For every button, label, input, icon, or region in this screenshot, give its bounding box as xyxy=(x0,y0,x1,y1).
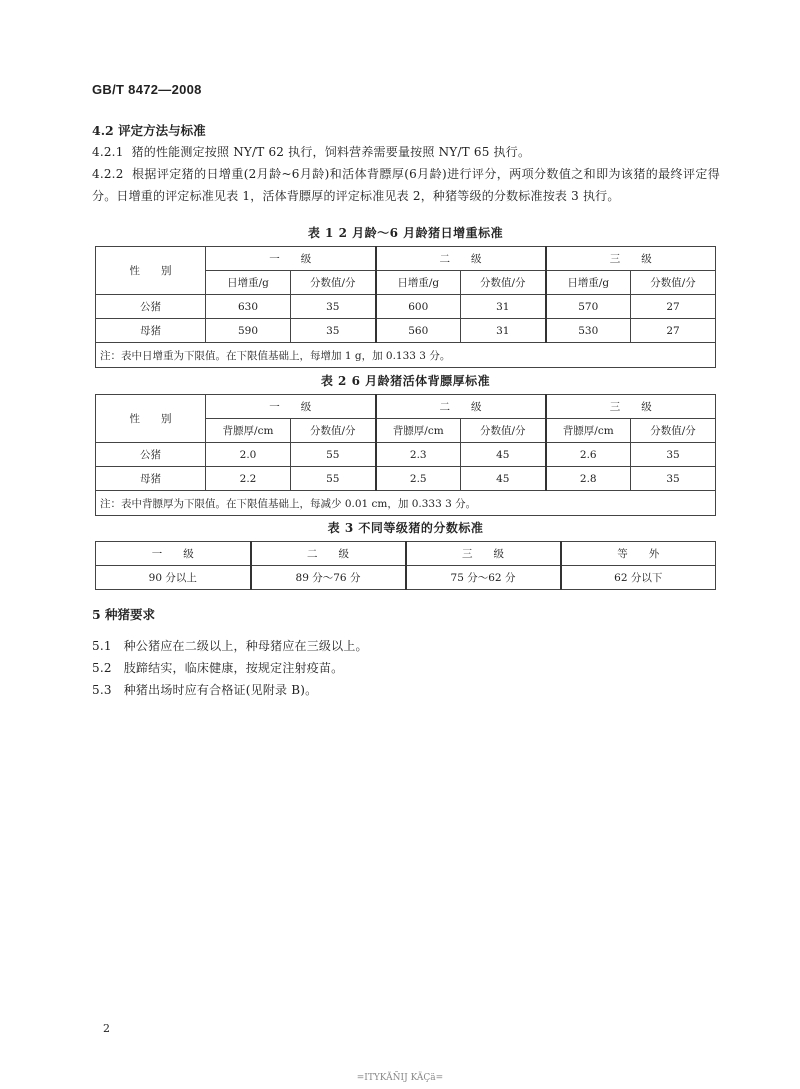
table-2-grade-1: 一 级 xyxy=(206,395,376,419)
table-cell: 90 分以上 xyxy=(96,566,251,590)
table-3-header: 一 级 xyxy=(96,542,251,566)
table-cell: 27 xyxy=(631,295,716,319)
table-cell: 45 xyxy=(461,443,546,467)
table-2-subheader: 分数值/分 xyxy=(461,419,546,443)
table-1-note: 注：表中日增重为下限值。在下限值基础上，每增加 1 g，加 0.133 3 分。 xyxy=(96,343,716,368)
table-3-header: 等 外 xyxy=(561,542,716,566)
section-4-2-title: 4.2 评定方法与标准 xyxy=(92,123,206,138)
table-cell: 35 xyxy=(631,443,716,467)
table-3-header: 二 级 xyxy=(251,542,406,566)
table-2 xyxy=(95,394,716,516)
table-1 xyxy=(95,246,716,368)
table-row xyxy=(96,566,716,590)
item-number: 5.2 xyxy=(92,661,112,675)
table-cell: 2.3 xyxy=(376,443,461,467)
table-cell: 2.0 xyxy=(206,443,291,467)
paragraph-4-2-1-text: 猪的性能测定按照 NY/T 62 执行，饲料营养需要量按照 NY/T 65 执行。 xyxy=(131,145,531,159)
table-1-subheader: 分数值/分 xyxy=(461,271,546,295)
table-1-row-header: 性 别 xyxy=(96,247,206,295)
table-cell: 2.8 xyxy=(546,467,631,491)
table-2-row-label: 母猪 xyxy=(96,467,206,491)
table-cell: 530 xyxy=(546,319,631,343)
table-2-caption: 表 2 6 月龄猪活体背膘厚标准 xyxy=(320,374,491,388)
paragraph-4-2-2-text: 根据评定猪的日增重(2月龄~6月龄)和活体背膘厚(6月龄)进行评分，两项分数值之和即为该猪的最终评定得分。日增重的评定标准见表 1，活体背膘厚的评定标准见表 2，种猪等级的分数标准按表 3 执行。 xyxy=(92,167,721,203)
table-1-caption: 表 1 2 月龄～6 月龄猪日增重标准 xyxy=(307,226,504,240)
table-1-subheader: 日增重/g xyxy=(546,271,631,295)
page-number: 2 xyxy=(103,1022,110,1035)
standard-code-header: GB/T 8472—2008 xyxy=(92,82,202,97)
table-cell: 75 分～62 分 xyxy=(406,566,561,590)
section-5-title: 5 种猪要求 xyxy=(92,607,156,622)
table-1-row-label: 母猪 xyxy=(96,319,206,343)
table-2-row-header: 性 别 xyxy=(96,395,206,443)
table-cell: 89 分～76 分 xyxy=(251,566,406,590)
item-text: 种公猪应在二级以上，种母猪应在三级以上。 xyxy=(123,639,368,653)
table-2-subheader: 分数值/分 xyxy=(631,419,716,443)
table-1-subheader: 日增重/g xyxy=(206,271,291,295)
table-cell: 31 xyxy=(461,295,546,319)
table-cell: 35 xyxy=(291,295,376,319)
table-row xyxy=(96,467,716,491)
table-2-grade-2: 二 级 xyxy=(376,395,546,419)
table-2-row-label: 公猪 xyxy=(96,443,206,467)
table-3-header: 三 级 xyxy=(406,542,561,566)
table-cell: 35 xyxy=(631,467,716,491)
table-2-subheader: 分数值/分 xyxy=(291,419,376,443)
table-row xyxy=(96,443,716,467)
table-cell: 600 xyxy=(376,295,461,319)
paragraph-4-2-1 xyxy=(92,141,720,163)
item-text: 肢蹄结实，临床健康，按规定注射疫苗。 xyxy=(123,661,344,675)
table-row xyxy=(96,319,716,343)
table-cell: 590 xyxy=(206,319,291,343)
table-cell: 2.2 xyxy=(206,467,291,491)
table-2-subheader: 背膘厚/cm xyxy=(206,419,291,443)
table-cell: 35 xyxy=(291,319,376,343)
table-1-grade-1: 一 级 xyxy=(206,247,376,271)
table-1-subheader: 分数值/分 xyxy=(631,271,716,295)
table-1-row-label: 公猪 xyxy=(96,295,206,319)
table-2-grade-3: 三 级 xyxy=(546,395,716,419)
table-cell: 560 xyxy=(376,319,461,343)
table-cell: 55 xyxy=(291,443,376,467)
table-cell: 45 xyxy=(461,467,546,491)
table-2-subheader: 背膘厚/cm xyxy=(376,419,461,443)
table-3-caption: 表 3 不同等级猪的分数标准 xyxy=(327,521,484,535)
list-item xyxy=(92,679,720,701)
table-cell: 55 xyxy=(291,467,376,491)
table-1-grade-2: 二 级 xyxy=(376,247,546,271)
table-3 xyxy=(95,541,716,590)
paragraph-4-2-1-number: 4.2.1 xyxy=(92,145,124,159)
table-row xyxy=(96,295,716,319)
table-1-subheader: 日增重/g xyxy=(376,271,461,295)
paragraph-4-2-2 xyxy=(92,163,720,207)
table-1-grade-3: 三 级 xyxy=(546,247,716,271)
table-cell: 630 xyxy=(206,295,291,319)
table-cell: 62 分以下 xyxy=(561,566,716,590)
table-cell: 31 xyxy=(461,319,546,343)
table-cell: 570 xyxy=(546,295,631,319)
table-2-note: 注：表中背膘厚为下限值。在下限值基础上，每减少 0.01 cm，加 0.333 3 分。 xyxy=(96,491,716,516)
table-cell: 27 xyxy=(631,319,716,343)
list-item xyxy=(92,635,720,657)
table-2-subheader: 背膘厚/cm xyxy=(546,419,631,443)
table-cell: 2.5 xyxy=(376,467,461,491)
footer-text: =ITYKÃÑIJ KÄÇä= xyxy=(356,1073,444,1083)
table-1-subheader: 分数值/分 xyxy=(291,271,376,295)
item-number: 5.3 xyxy=(92,683,112,697)
item-text: 种猪出场时应有合格证(见附录 B)。 xyxy=(123,683,318,697)
list-item xyxy=(92,657,720,679)
item-number: 5.1 xyxy=(92,639,112,653)
paragraph-4-2-2-number: 4.2.2 xyxy=(92,167,124,181)
table-cell: 2.6 xyxy=(546,443,631,467)
